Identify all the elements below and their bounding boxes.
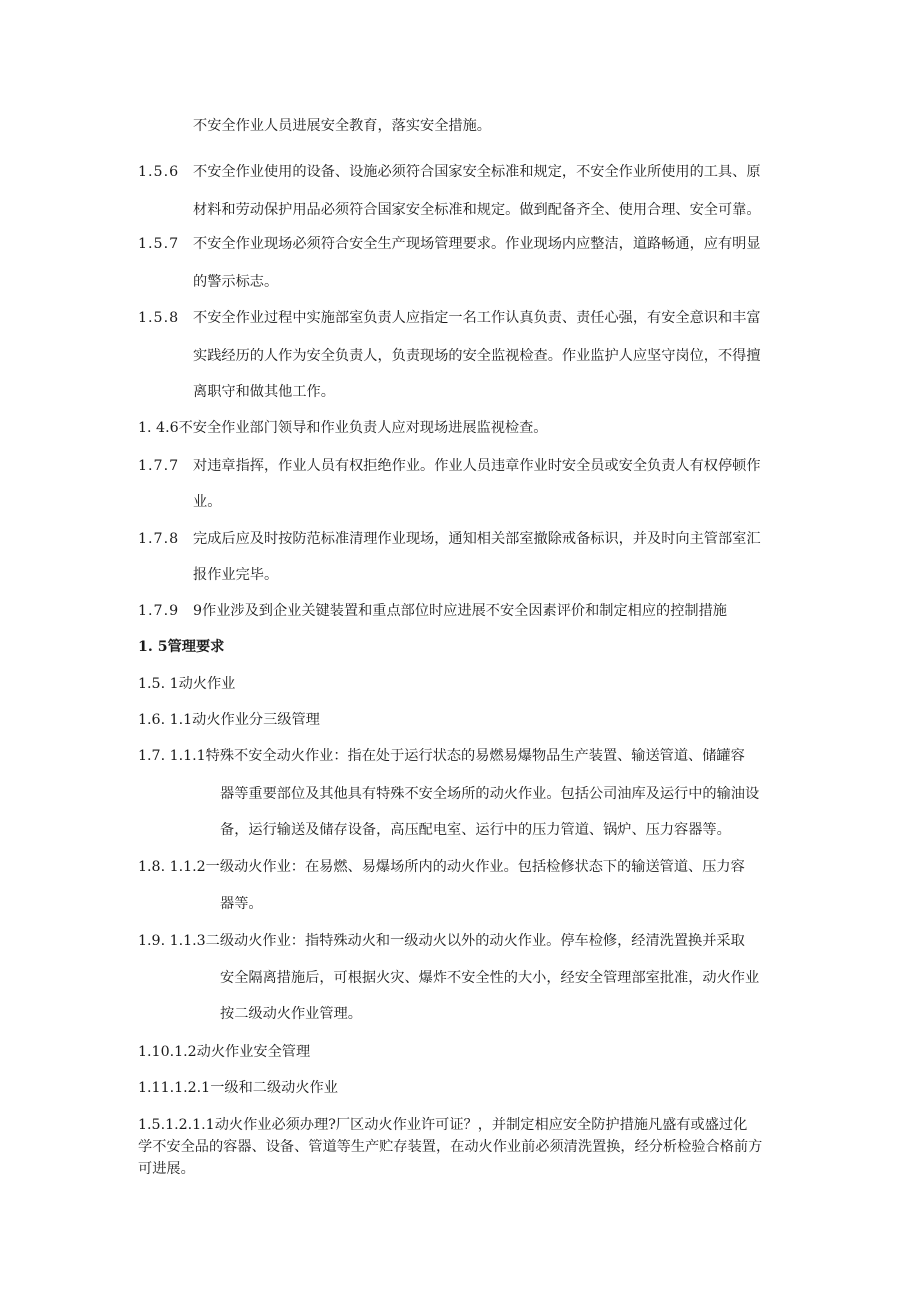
text-line: 实践经历的人作为安全负责人，负责现场的安全监视检查。作业监护人应坚守岗位，不得擅 [193,348,761,364]
text-line: 器等。 [220,896,263,912]
clause-1-4-6: 1. 4.6不安全作业部门领导和作业负责人应对现场进展监视检查。 [138,420,548,436]
text-line: 可进展。 [138,1161,195,1177]
clause-number: 1.7.7 [138,458,180,474]
text-line: 材料和劳动保护用品必须符合国家安全标准和规定。做到配备齐全、使用合理、安全可靠。 [193,202,761,218]
text-line: 安全隔离措施后，可根据火灾、爆炸不安全性的大小，经安全管理部室批准，动火作业 [220,970,760,986]
text-line: 离职守和做其他工作。 [193,384,335,400]
clause-number: 1.7.8 [138,531,180,547]
text-line: 1.6. 1.1动火作业分三级管理 [138,712,320,728]
text-line: 学不安全品的容器、设备、管道等生产贮存装置，在动火作业前必须清洗置换，经分析检验合格前方 [138,1139,763,1155]
text-line: 1.7. 1.1.1特殊不安全动火作业：指在处于运行状态的易燃易爆物品生产装置、输送管道、储罐容 [138,748,745,764]
text-line: 不安全作业人员进展安全教育，落实安全措施。 [193,118,491,134]
clause-number: 1.5.7 [138,236,180,252]
text-line: 器等重要部位及其他具有特殊不安全场所的动火作业。包括公司油库及运行中的输油设 [220,786,760,802]
section-heading: 1. 5管理要求 [138,639,225,655]
text-line: 报作业完毕。 [193,567,279,583]
text-line: 1.10.1.2动火作业安全管理 [138,1044,311,1060]
clause-number: 1.7.9 [138,603,180,619]
text-line: 的警示标志。 [193,274,279,290]
text-line: 1.11.1.2.1一级和二级动火作业 [138,1080,338,1096]
text-line: 1.5.1.2.1.1动火作业必须办理?厂区动火作业许可证？，并制定相应安全防护措施凡盛有或盛过化 [138,1117,748,1133]
text-line: 备，运行输送及储存设备，高压配电室、运行中的压力管道、锅炉、压力容器等。 [220,822,731,838]
text-line: 1.5. 1动火作业 [138,676,236,692]
text-line: 1.9. 1.1.3二级动火作业：指特殊动火和一级动火以外的动火作业。停车检修，经清洗置换并采取 [138,933,745,949]
clause-number: 1.5.8 [138,310,180,326]
text-line: 1.8. 1.1.2一级动火作业：在易燃、易爆场所内的动火作业。包括检修状态下的输送管道、压力容 [138,859,745,875]
text-line: 业。 [193,494,222,510]
clause-number: 1.5.6 [138,164,180,180]
text-line: 按二级动火作业管理。 [220,1006,362,1022]
